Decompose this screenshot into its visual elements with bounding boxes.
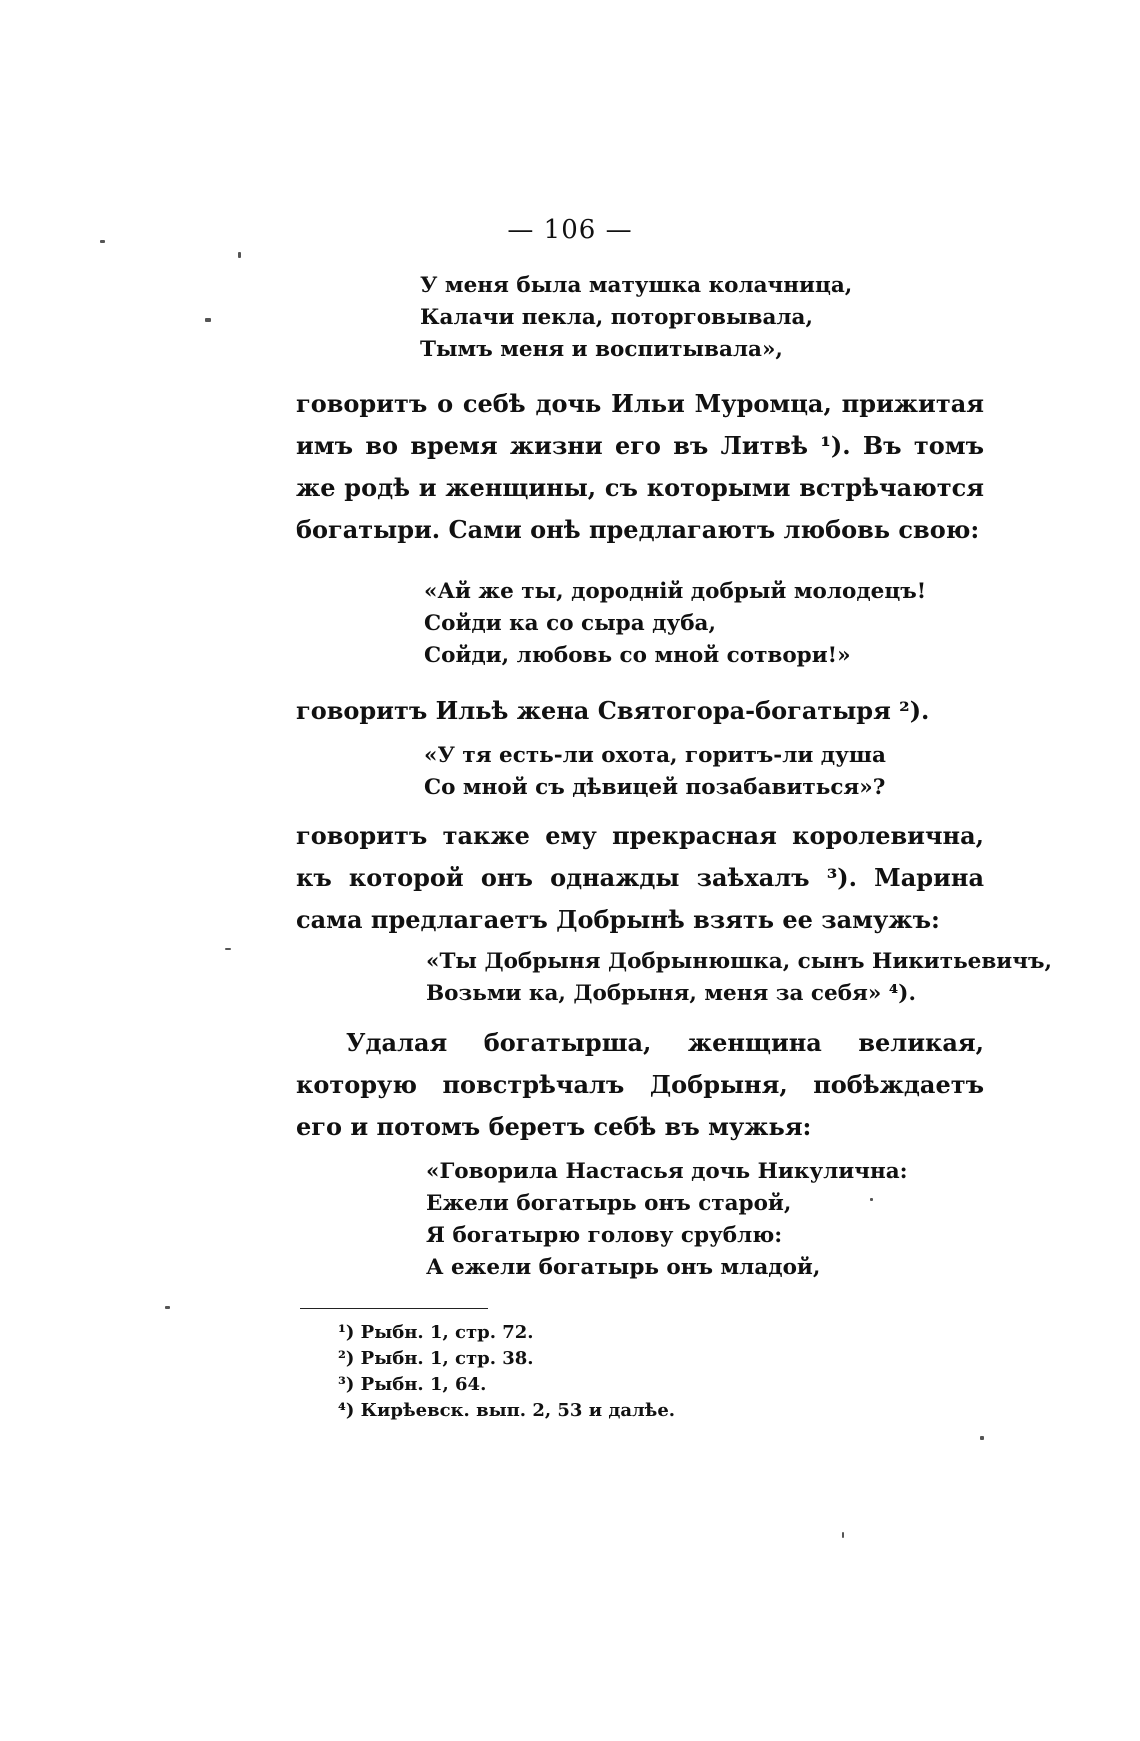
verse-line: «Ай же ты, дородній добрый молодецъ! xyxy=(424,579,927,604)
footnote-divider xyxy=(300,1308,488,1309)
verse-line: «Ты Добрыня Добрынюшка, сынъ Никитьевичъ, xyxy=(426,949,1052,974)
prose-paragraph: говоритъ о себѣ дочь Ильи Муромца, прижитая имъ во время жизни его въ Литвѣ ¹). Въ томъ же родѣ и женщины, съ которыми встрѣчаются богатыри. Сами онѣ предлагаютъ любовь свою: xyxy=(296,389,984,544)
scan-speck xyxy=(225,948,231,950)
verse-line: Ежели богатырь онъ старой, xyxy=(426,1191,792,1216)
verse-line: Сойди, любовь со мной сотвори!» xyxy=(424,643,851,668)
verse-line: Возьми ка, Добрыня, меня за себя» ⁴). xyxy=(426,981,916,1006)
verse-line: Тымъ меня и воспитывала», xyxy=(420,337,783,362)
verse-line: У меня была матушка колачница, xyxy=(420,273,853,298)
footnote: ⁴) Кирѣевск. вып. 2, 53 и далѣе. xyxy=(338,1400,676,1421)
scan-speck xyxy=(100,240,105,243)
page-number: — 106 — xyxy=(507,215,633,245)
verse-line: «У тя есть-ли охота, горитъ-ли душа xyxy=(424,743,886,768)
verse-line: Я богатырю голову срублю: xyxy=(426,1223,783,1248)
verse-block xyxy=(426,946,1052,1010)
verse-block xyxy=(424,576,926,672)
scan-speck xyxy=(238,252,241,258)
verse-line: А ежели богатырь онъ младой, xyxy=(426,1255,821,1280)
scan-speck xyxy=(842,1532,844,1538)
scan-speck xyxy=(980,1436,984,1440)
verse-block xyxy=(420,270,852,366)
footnotes xyxy=(338,1320,675,1424)
verse-line: Калачи пекла, поторговывала, xyxy=(420,305,813,330)
footnote: ²) Рыбн. 1, стр. 38. xyxy=(338,1348,534,1369)
verse-block xyxy=(424,740,886,804)
verse-line: Со мной съ дѣвицей позабавиться»? xyxy=(424,775,886,800)
verse-block xyxy=(426,1156,908,1284)
verse-line: «Говорила Настасья дочь Никулична: xyxy=(426,1159,908,1184)
scan-speck xyxy=(870,1198,873,1201)
prose-paragraph: Удалая богатырша, женщина великая, которую повстрѣчалъ Добрыня, побѣждаетъ его и потомъ беретъ себѣ въ мужья: xyxy=(296,1028,984,1141)
scan-speck xyxy=(205,318,211,322)
prose-paragraph: говоритъ также ему прекрасная королевична, къ которой онъ однажды заѣхалъ ³). Марина сама предлагаетъ Добрынѣ взять ее замужъ: xyxy=(296,821,984,934)
verse-line: Сойди ка со сыра дуба, xyxy=(424,611,716,636)
footnote: ³) Рыбн. 1, 64. xyxy=(338,1374,487,1395)
footnote: ¹) Рыбн. 1, стр. 72. xyxy=(338,1322,534,1343)
prose-paragraph: говоритъ Ильѣ жена Святогора-богатыря ²). xyxy=(296,696,930,725)
scan-speck xyxy=(165,1306,170,1309)
